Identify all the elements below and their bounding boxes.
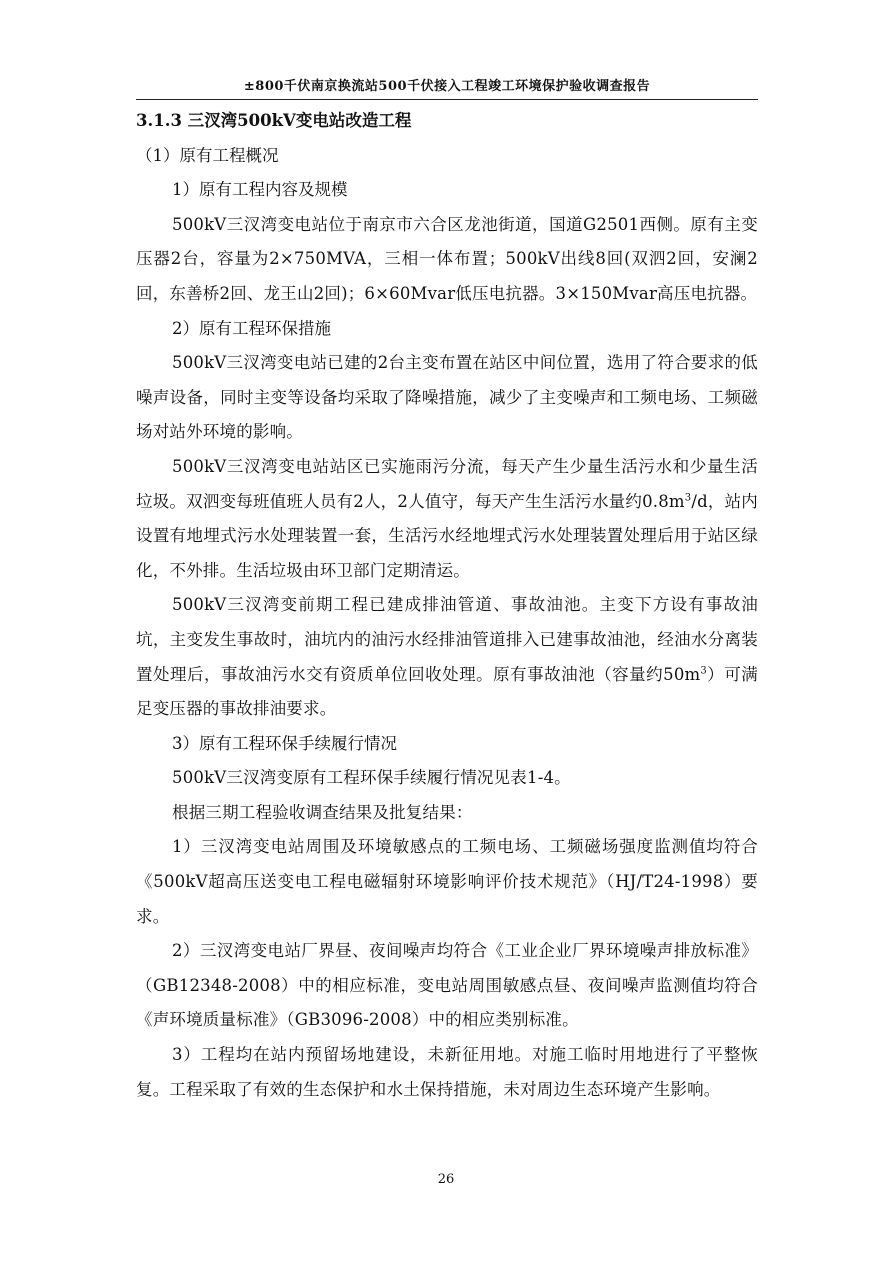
item-2-paragraph-3 [136, 588, 758, 726]
item-3-paragraph-1: 500kV三汊湾变原有工程环保手续履行情况见表1-4。 [172, 768, 571, 788]
item-3-point-2: 2）三汊湾变电站厂界昼、夜间噪声均符合《工业企业厂界环境噪声排放标准》（GB12348-2008）中的相应标准，变电站周围敏感点昼、夜间噪声监测值均符合《声环境质量标准》（GB3096-2008）中的相应类别标准。 [136, 941, 758, 1030]
superscript: 3 [684, 492, 692, 504]
item-1-paragraph: 500kV三汊湾变电站位于南京市六合区龙池街道，国道G2501西侧。原有主变压器2台，容量为2×750MVA，三相一体布置；500kV出线8回(双泗2回，安澜2回，东善桥2回、龙王山2回)；6×60Mvar低压电抗器。3×150Mvar高压电抗器。 [136, 214, 758, 303]
item-3-title: 3）原有工程环保手续履行情况 [172, 733, 397, 753]
paragraph-text: /d，站内设置有地埋式污水处理装置一套，生活污水经地埋式污水处理装置处理后用于站区绿化，不外排。生活垃圾由环卫部门定期清运。 [136, 491, 759, 580]
page-number: 26 [437, 1172, 455, 1187]
subsection-heading: （1）原有工程概况 [136, 145, 279, 165]
paragraph-text: ）可满足变压器的事故排油要求。 [136, 664, 758, 719]
paragraph-text: 500kV三汊湾变电站站区已实施雨污分流，每天产生少量生活污水和少量生活垃圾。双泗变每班值班人员有2人，2人值守，每天产生生活污水量约0.8m [136, 456, 758, 511]
item-3-point-1: 1）三汊湾变电站周围及环境敏感点的工频电场、工频磁场强度监测值均符合《500kV超高压送变电工程电磁辐射环境影响评价技术规范》（HJ/T24-1998）要求。 [136, 837, 758, 926]
section-heading: 3.1.3 三汊湾500kV变电站改造工程 [136, 111, 412, 130]
page-body [136, 104, 758, 1107]
item-2-paragraph-1: 500kV三汊湾变电站已建的2台主变布置在站区中间位置，选用了符合要求的低噪声设备，同时主变等设备均采取了降噪措施，减少了主变噪声和工频电场、工频磁场对站外环境的影响。 [136, 353, 758, 442]
page-header-title: ±800千伏南京换流站500千伏接入工程竣工环境保护验收调查报告 [243, 79, 651, 94]
item-2-title: 2）原有工程环保措施 [172, 318, 331, 338]
header-divider [136, 99, 758, 100]
superscript: 3 [700, 665, 707, 676]
item-3-point-3: 3）工程均在站内预留场地建设，未新征用地。对施工临时用地进行了平整恢复。工程采取了有效的生态保护和水土保持措施，未对周边生态环境产生影响。 [136, 1045, 758, 1099]
paragraph-text: 500kV三汊湾变前期工程已建成排油管道、事故油池。主变下方设有事故油坑，主变发生事故时，油坑内的油污水经排油管道排入已建事故油池，经油水分离装置处理后，事故油污水交有资质单位回收处理。原有事故油池（容量约50m [136, 595, 758, 684]
item-3-paragraph-2: 根据三期工程验收调查结果及批复结果： [172, 802, 473, 822]
item-1-title: 1）原有工程内容及规模 [172, 180, 348, 200]
item-2-paragraph-2 [136, 450, 758, 588]
